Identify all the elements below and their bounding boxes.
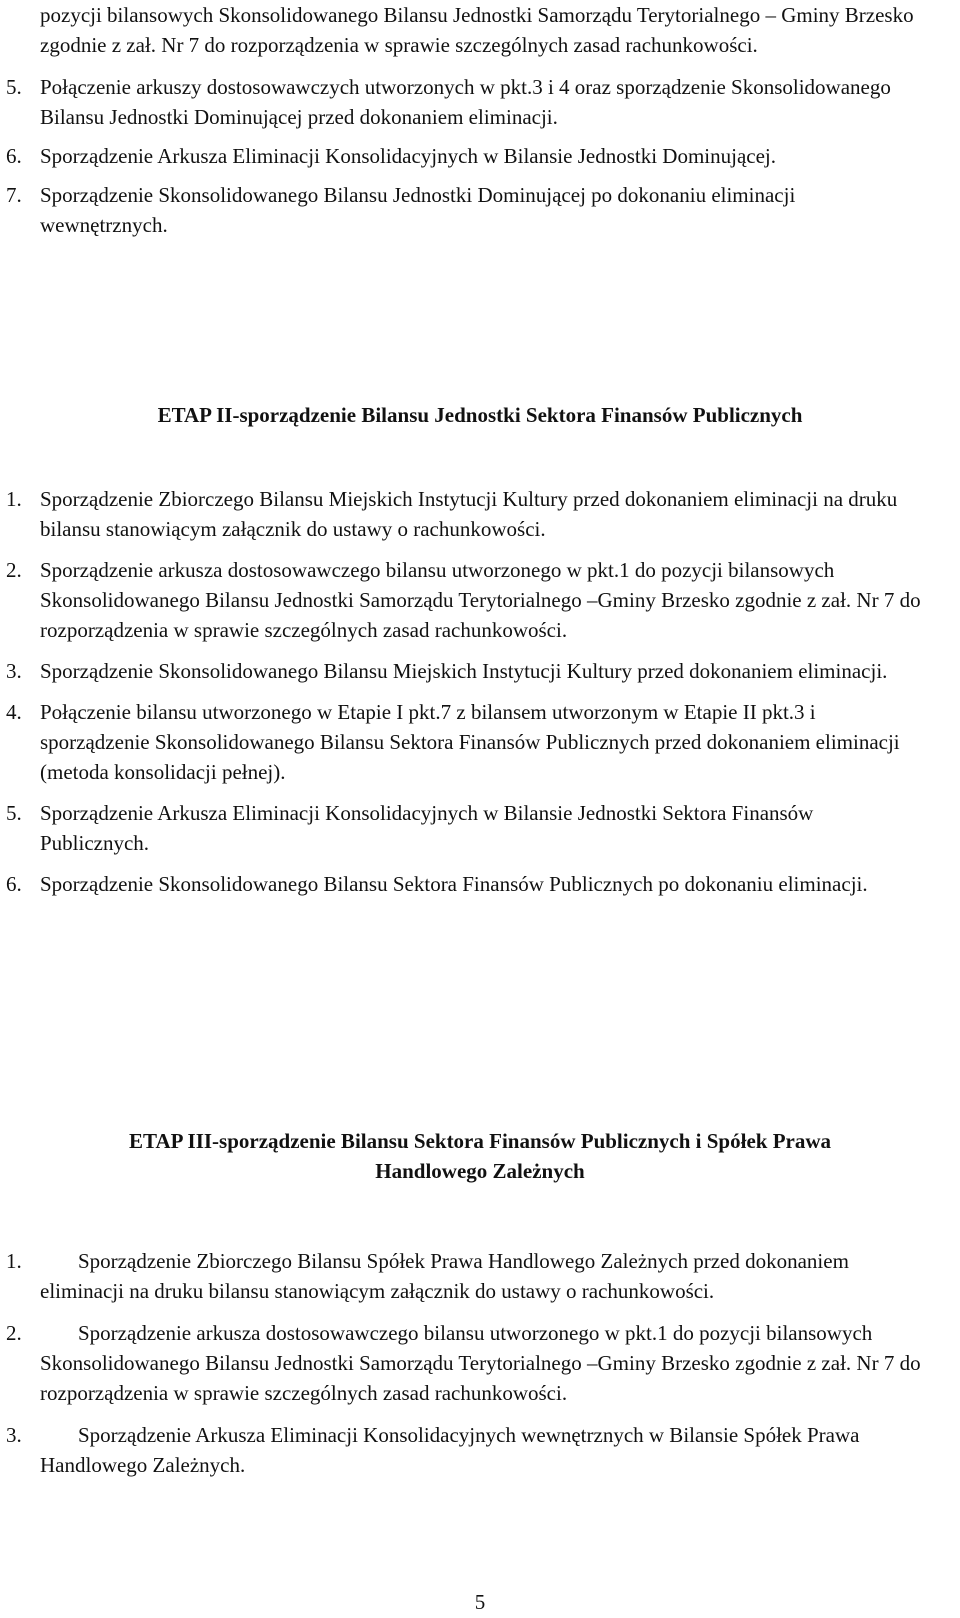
etap3-section (6, 1246, 926, 1480)
item-text: Sporządzenie arkusza dostosowawczego bilansu utworzonego w pkt.1 do pozycji bilansowych Skonsolidowanego Bilansu Jednostki Samorządu Terytorialnego –Gminy Brzesko zgodnie z zał. Nr 7 do rozporządzenia w sprawie szczególnych zasad rachunkowości. (40, 1321, 921, 1405)
item-text: Sporządzenie Zbiorczego Bilansu Spółek Prawa Handlowego Zależnych przed dokonaniem eliminacji na druku bilansu stanowiącym załącznik do ustawy o rachunkowości. (40, 1249, 849, 1303)
list-item (6, 555, 926, 645)
list-item (6, 697, 926, 787)
top-section (6, 0, 926, 240)
item-number: 1. (6, 487, 22, 511)
item-text: Sporządzenie Arkusza Eliminacji Konsolidacyjnych w Bilansie Jednostki Sektora Finansów Publicznych. (40, 801, 814, 855)
item-number: 5. (6, 75, 22, 99)
list-item (6, 1318, 926, 1408)
item-number: 7. (6, 183, 22, 207)
list-item (6, 1420, 926, 1480)
item-number: 3. (6, 659, 22, 683)
list-item (6, 798, 926, 858)
item-number: 6. (6, 144, 22, 168)
continuation-paragraph: pozycji bilansowych Skonsolidowanego Bilansu Jednostki Samorządu Terytorialnego – Gminy Brzesko zgodnie z zał. Nr 7 do rozporządzenia w sprawie szczególnych zasad rachunkowości. (40, 3, 914, 57)
etap3-heading-line2: Handlowego Zależnych (375, 1159, 585, 1183)
list-item (6, 869, 926, 899)
etap3-heading-line1: ETAP III-sporządzenie Bilansu Sektora Finansów Publicznych i Spółek Prawa (128, 1129, 832, 1153)
list-item (6, 180, 926, 240)
item-number: 2. (6, 558, 22, 582)
item-text: Sporządzenie Arkusza Eliminacji Konsolidacyjnych wewnętrznych w Bilansie Spółek Prawa Handlowego Zależnych. (40, 1423, 860, 1477)
item-text: Sporządzenie Arkusza Eliminacji Konsolidacyjnych w Bilansie Jednostki Dominującej. (40, 144, 776, 168)
etap2-heading: ETAP II-sporządzenie Bilansu Jednostki Sektora Finansów Publicznych (157, 403, 803, 427)
item-number: 5. (6, 801, 22, 825)
item-text: Sporządzenie Skonsolidowanego Bilansu Jednostki Dominującej po dokonaniu eliminacji wewnętrznych. (40, 183, 796, 237)
item-number: 3. (6, 1423, 22, 1447)
item-number: 4. (6, 700, 22, 724)
item-text: Połączenie arkuszy dostosowawczych utworzonych w pkt.3 i 4 oraz sporządzenie Skonsolidowanego Bilansu Jednostki Dominującej przed dokonaniem eliminacji. (40, 75, 891, 129)
item-number: 2. (6, 1321, 22, 1345)
etap2-section (6, 484, 926, 899)
item-text: Sporządzenie Skonsolidowanego Bilansu Miejskich Instytucji Kultury przed dokonaniem eliminacji. (40, 659, 888, 683)
item-text: Sporządzenie Skonsolidowanego Bilansu Sektora Finansów Publicznych po dokonaniu eliminacji. (40, 872, 868, 896)
item-text: Sporządzenie Zbiorczego Bilansu Miejskich Instytucji Kultury przed dokonaniem eliminacji na druku bilansu stanowiącym załącznik do ustawy o rachunkowości. (40, 487, 898, 541)
item-number: 6. (6, 872, 22, 896)
list-item (6, 1246, 926, 1306)
page-number: 5 (474, 1590, 486, 1614)
list-item (6, 141, 926, 171)
item-text: Połączenie bilansu utworzonego w Etapie I pkt.7 z bilansem utworzonym w Etapie II pkt.3 i sporządzenie Skonsolidowanego Bilansu Sektora Finansów Publicznych przed dokonaniem eliminacji (metoda konsolidacji pełnej). (40, 700, 900, 784)
list-item (6, 656, 926, 686)
etap3-heading (30, 1126, 930, 1186)
list-item (6, 484, 926, 544)
item-number: 1. (6, 1249, 22, 1273)
item-text: Sporządzenie arkusza dostosowawczego bilansu utworzonego w pkt.1 do pozycji bilansowych Skonsolidowanego Bilansu Jednostki Samorządu Terytorialnego –Gminy Brzesko zgodnie z zał. Nr 7 do rozporządzenia w sprawie szczególnych zasad rachunkowości. (40, 558, 921, 642)
list-item (6, 72, 926, 132)
